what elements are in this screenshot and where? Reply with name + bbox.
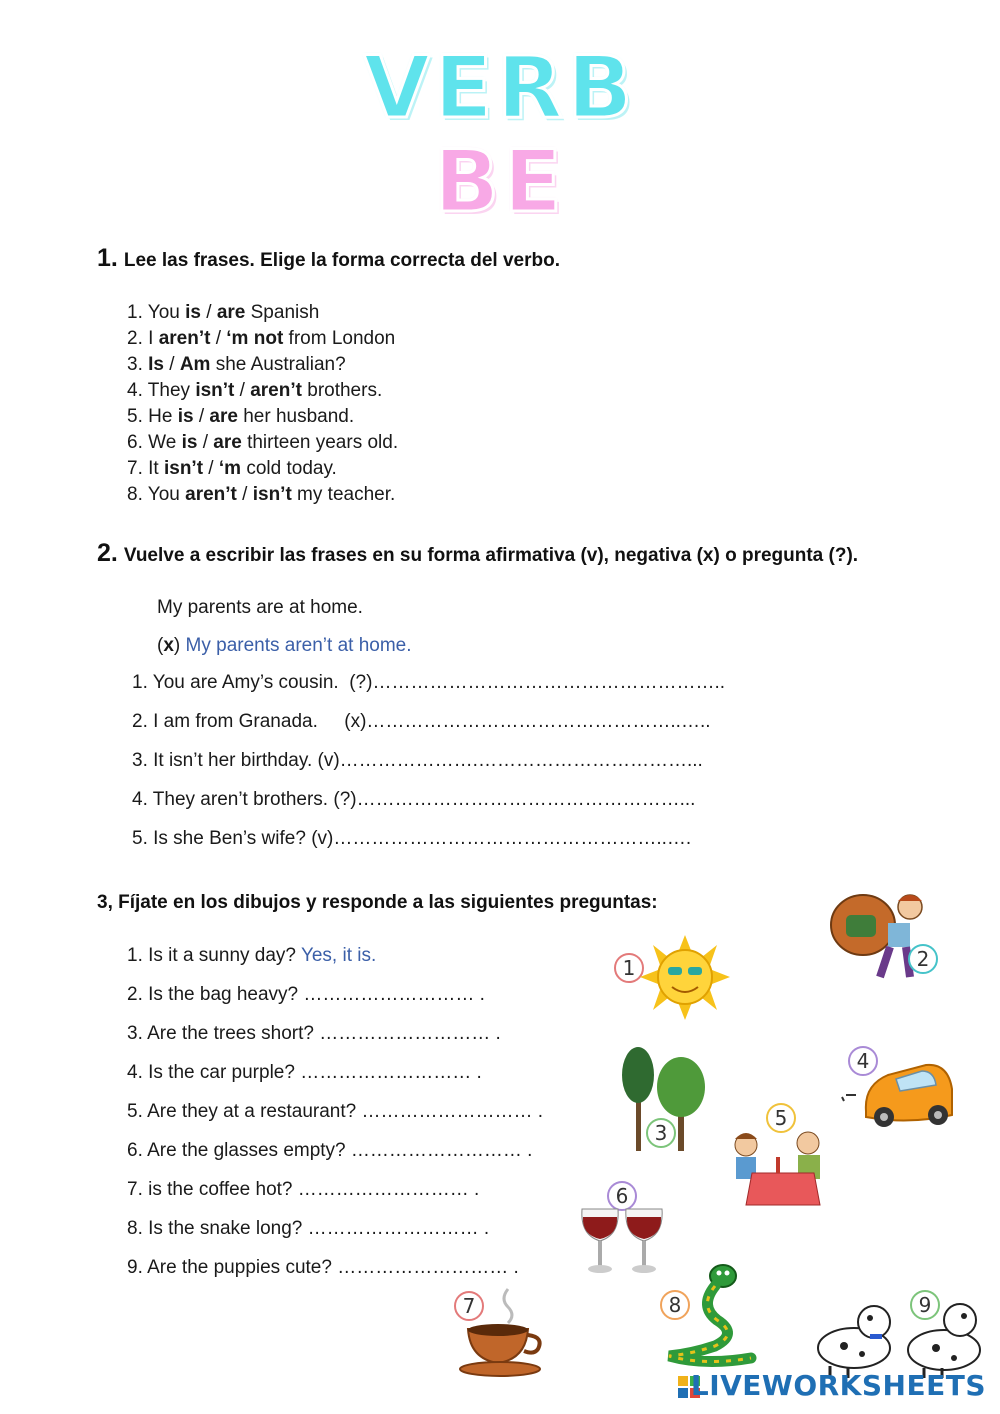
exercise-3-item xyxy=(127,945,376,967)
option-a[interactable]: isn’t xyxy=(163,458,204,479)
exercise-2-heading xyxy=(97,539,858,568)
exercise-3-item xyxy=(127,1179,479,1201)
item-rest: thirteen years old. xyxy=(241,432,399,453)
sentence: 2. I am from Granada. (x) xyxy=(132,711,367,732)
option-b[interactable]: ‘m not xyxy=(226,328,284,349)
picture-badge-4: 4 xyxy=(848,1046,878,1076)
answer-blank[interactable]: …………………………………………..….. xyxy=(366,711,711,732)
example-close-paren: ) xyxy=(173,635,181,656)
option-separator: / xyxy=(193,406,210,427)
restaurant-icon xyxy=(724,1125,836,1215)
option-b[interactable]: ‘m xyxy=(218,458,242,479)
option-a[interactable]: is xyxy=(181,432,198,453)
option-separator: / xyxy=(163,354,180,375)
item-prefix: 8. You xyxy=(127,484,186,505)
exercise-3-item xyxy=(127,1257,519,1279)
option-separator: / xyxy=(236,484,253,505)
item-rest: she Australian? xyxy=(210,354,346,375)
option-b[interactable]: Am xyxy=(179,354,211,375)
option-b[interactable]: are xyxy=(213,432,242,453)
picture-badge-8: 8 xyxy=(660,1290,690,1320)
option-a[interactable]: isn’t xyxy=(195,380,235,401)
question: 1. Is it a sunny day? xyxy=(127,945,301,966)
example-answer-line xyxy=(157,635,412,657)
item-rest: her husband. xyxy=(237,406,355,427)
question: 2. Is the bag heavy? xyxy=(127,984,304,1005)
item-rest: brothers. xyxy=(301,380,383,401)
question: 9. Are the puppies cute? xyxy=(127,1257,338,1278)
answer-blank[interactable]: ……………………… . xyxy=(319,1023,501,1044)
item-rest: from London xyxy=(283,328,396,349)
picture-badge-7: 7 xyxy=(454,1291,484,1321)
example-open-paren: ( xyxy=(157,635,164,656)
exercise-2-item xyxy=(132,828,691,850)
question: 7. is the coffee hot? xyxy=(127,1179,298,1200)
car-icon xyxy=(838,1055,958,1135)
option-separator: / xyxy=(210,328,227,349)
option-a[interactable]: aren’t xyxy=(158,328,211,349)
answer-blank[interactable]: ……………………… . xyxy=(297,1179,480,1200)
option-a[interactable]: is xyxy=(185,302,201,323)
option-a[interactable]: Is xyxy=(148,354,164,375)
exercise-1-item xyxy=(127,328,395,350)
picture-badge-3: 3 xyxy=(646,1118,676,1148)
exercise-2-item xyxy=(132,789,695,811)
item-prefix: 5. He xyxy=(127,406,178,427)
exercise-1-item xyxy=(127,380,382,402)
option-separator: / xyxy=(234,380,251,401)
exercise-2-instruction: Vuelve a escribir las frases en su forma afirmativa (v), negativa (x) o pregunta (?). xyxy=(123,545,859,566)
picture-badge-2: 2 xyxy=(908,944,938,974)
option-b[interactable]: isn’t xyxy=(252,484,292,505)
item-prefix: 2. I xyxy=(127,328,159,349)
exercise-3-item xyxy=(127,1218,489,1240)
exercise-2-item xyxy=(132,672,725,694)
exercise-1-instruction: Lee las frases. Elige la forma correcta del verbo. xyxy=(123,250,561,271)
sentence: 3. It isn’t her birthday. (v) xyxy=(132,750,340,771)
exercise-1-number: 1. xyxy=(97,244,118,272)
option-separator: / xyxy=(203,458,219,479)
example-answer: Yes, it is. xyxy=(300,945,377,966)
coffee-cup-icon xyxy=(456,1285,552,1380)
liveworksheets-brand[interactable]: LIVEWORKSHEETS xyxy=(690,1369,986,1402)
exercise-2-number: 2. xyxy=(97,539,118,567)
answer-blank[interactable]: ……………………… . xyxy=(300,1062,482,1083)
question: 5. Are they at a restaurant? xyxy=(127,1101,362,1122)
option-separator: / xyxy=(200,302,217,323)
option-a[interactable]: is xyxy=(177,406,194,427)
item-prefix: 6. We xyxy=(127,432,182,453)
question: 3. Are the trees short? xyxy=(127,1023,320,1044)
exercise-3-item xyxy=(127,1023,501,1045)
exercise-3-item xyxy=(127,984,485,1006)
sun-icon xyxy=(640,935,730,1020)
exercise-3-item xyxy=(127,1140,532,1162)
exercise-1-item xyxy=(127,484,395,506)
answer-blank[interactable]: ……………………… . xyxy=(350,1140,533,1161)
picture-badge-6: 6 xyxy=(607,1181,637,1211)
answer-blank[interactable]: ……………………… . xyxy=(337,1257,519,1278)
answer-blank[interactable]: ……………………… . xyxy=(361,1101,544,1122)
sentence: 1. You are Amy’s cousin. (?) xyxy=(132,672,373,693)
example-answer: My parents aren’t at home. xyxy=(185,635,412,656)
answer-blank[interactable]: ……………………… . xyxy=(303,984,485,1005)
sentence: 4. They aren’t brothers. (?) xyxy=(132,789,357,810)
title-verb: VERB xyxy=(363,38,637,138)
exercise-2-item xyxy=(132,711,711,733)
option-b[interactable]: are xyxy=(209,406,238,427)
exercise-3-item xyxy=(127,1101,543,1123)
snake-icon xyxy=(655,1262,765,1372)
example-mark: x xyxy=(163,635,174,656)
exercise-3-item xyxy=(127,1062,482,1084)
answer-blank[interactable]: ……………………………………………... xyxy=(356,789,696,810)
title-be: BE xyxy=(433,132,567,232)
option-b[interactable]: are xyxy=(216,302,246,323)
answer-blank[interactable]: ……………………… . xyxy=(307,1218,490,1239)
question: 8. Is the snake long? xyxy=(127,1218,308,1239)
exercise-1-heading xyxy=(97,244,560,273)
answer-blank[interactable]: ……………………………………………….. xyxy=(372,672,726,693)
question: 6. Are the glasses empty? xyxy=(127,1140,351,1161)
exercise-1-item xyxy=(127,406,354,428)
option-b[interactable]: aren’t xyxy=(250,380,302,401)
answer-blank[interactable]: ………………….……………………………... xyxy=(339,750,703,771)
item-prefix: 1. You xyxy=(127,302,186,323)
question: 4. Is the car purple? xyxy=(127,1062,301,1083)
item-prefix: 3. xyxy=(127,354,149,375)
picture-badge-1: 1 xyxy=(614,953,644,983)
exercise-1-item xyxy=(127,432,398,454)
option-separator: / xyxy=(197,432,214,453)
item-rest: cold today. xyxy=(241,458,337,479)
picture-badge-5: 5 xyxy=(766,1103,796,1133)
item-prefix: 4. They xyxy=(127,380,196,401)
item-prefix: 7. It xyxy=(127,458,164,479)
exercise-1-item xyxy=(127,354,346,376)
item-rest: my teacher. xyxy=(291,484,396,505)
exercise-1-item xyxy=(127,302,319,324)
option-a[interactable]: aren’t xyxy=(185,484,237,505)
sentence: 5. Is she Ben’s wife? (v) xyxy=(132,828,334,849)
exercise-3-heading: 3, Fíjate en los dibujos y responde a las siguientes preguntas: xyxy=(97,892,658,913)
example-sentence: My parents are at home. xyxy=(157,597,363,618)
picture-badge-9: 9 xyxy=(910,1290,940,1320)
item-rest: Spanish xyxy=(245,302,320,323)
answer-blank[interactable]: ……………………………………………..…. xyxy=(333,828,692,849)
exercise-1-item xyxy=(127,458,337,480)
exercise-2-item xyxy=(132,750,703,772)
